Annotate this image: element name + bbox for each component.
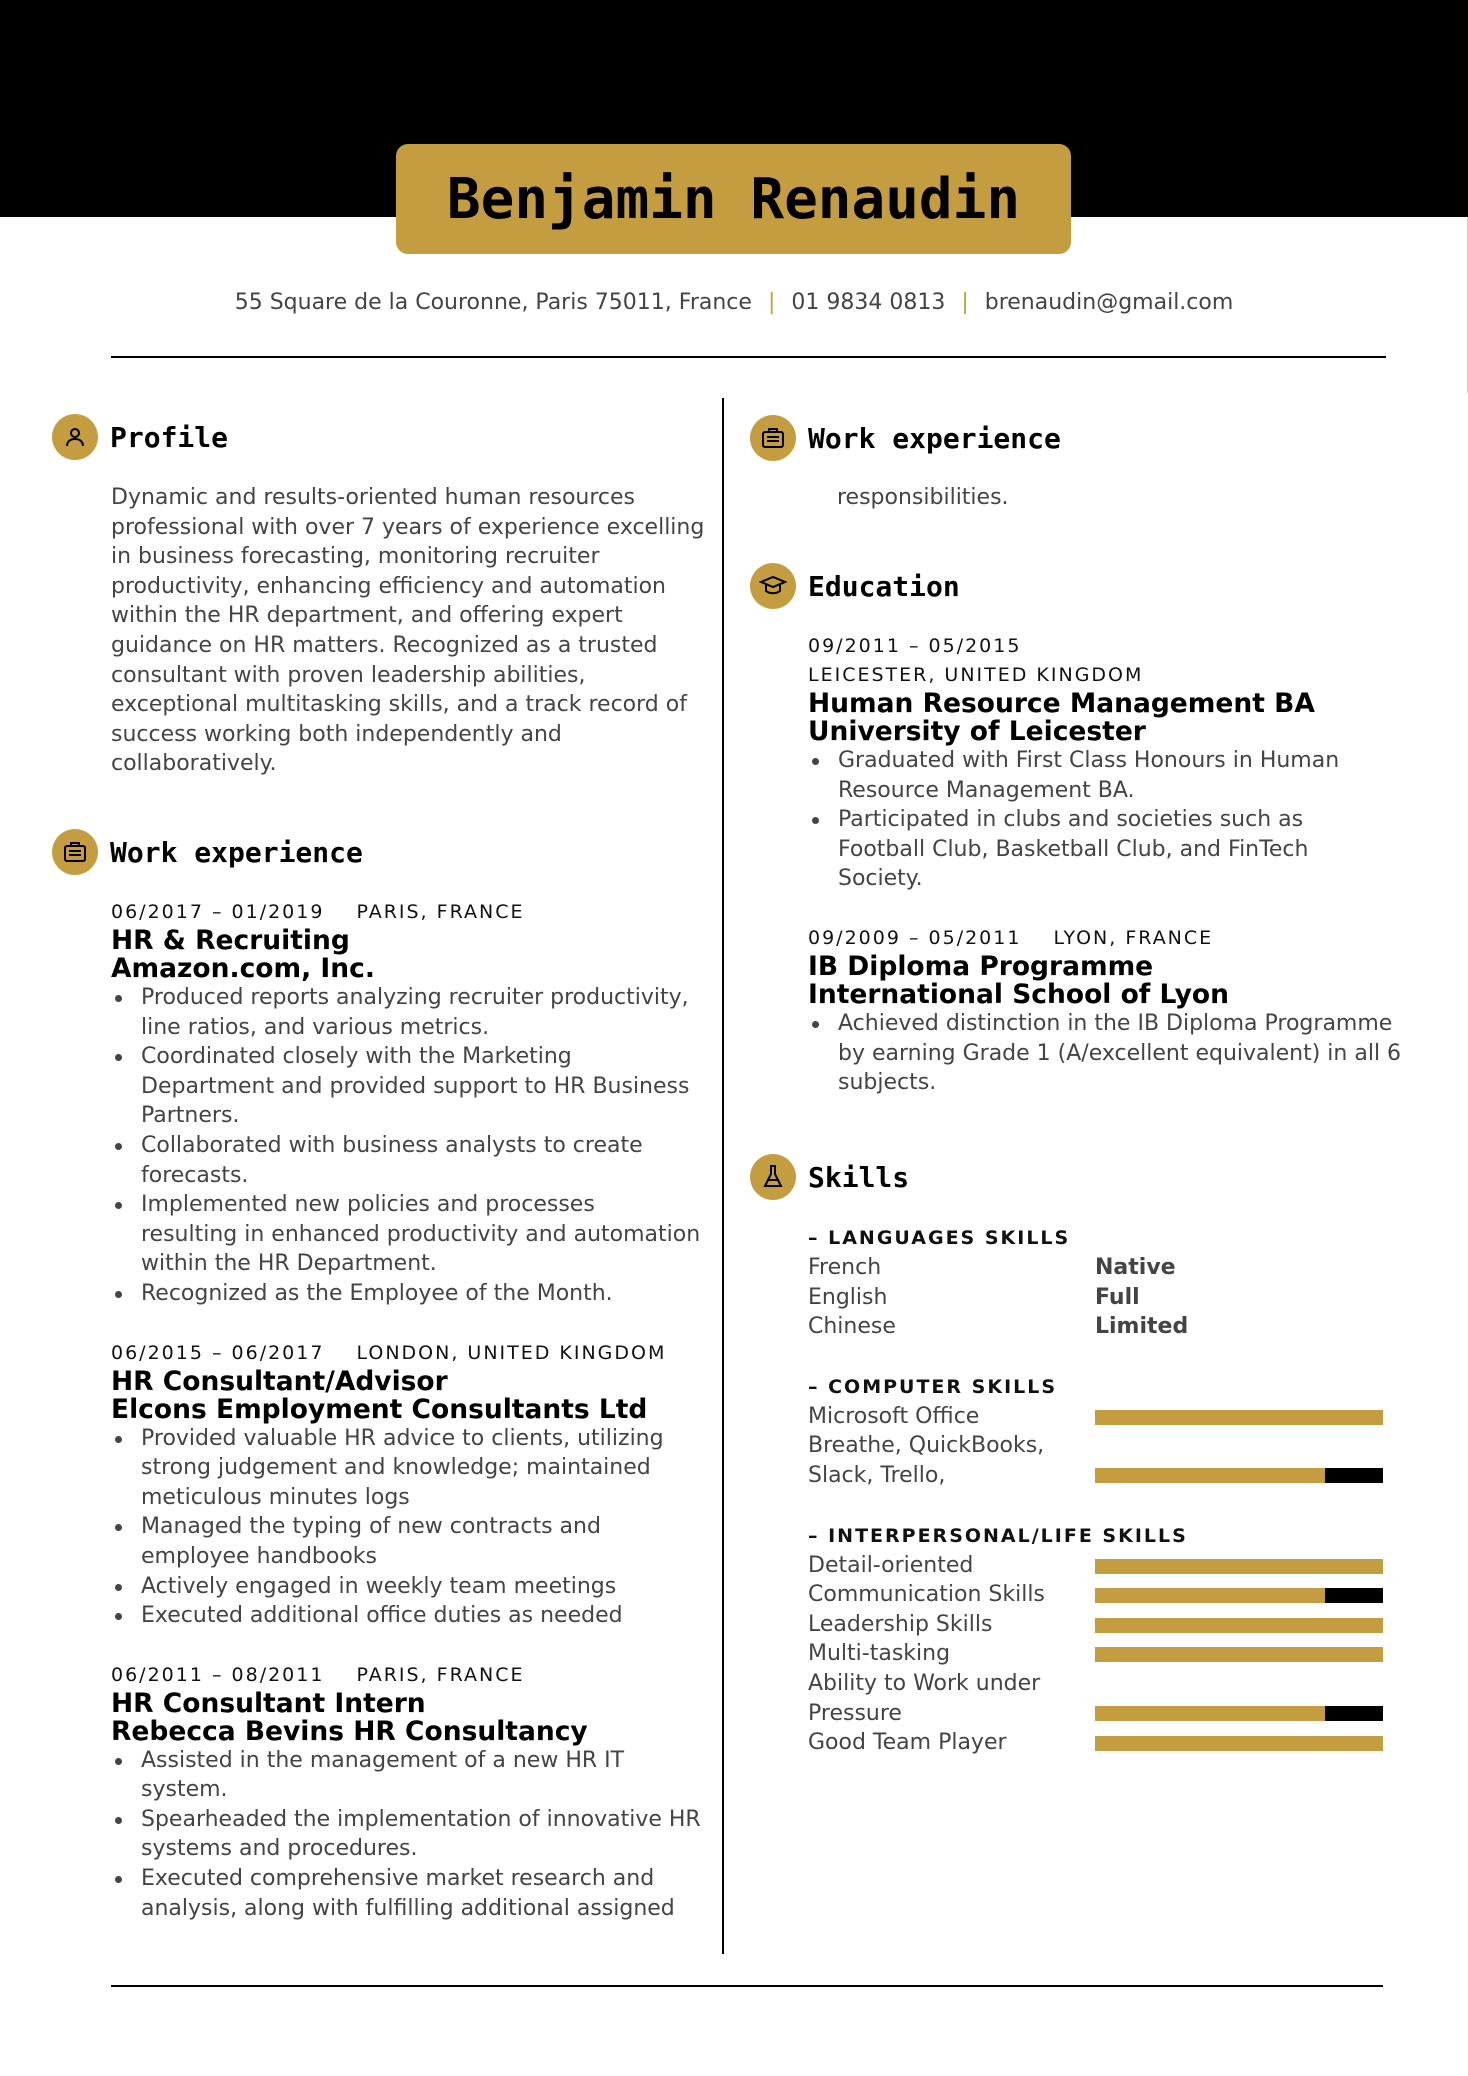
job-entry bbox=[111, 898, 711, 1309]
profile-title: Profile bbox=[110, 420, 229, 454]
work-continued-section-head bbox=[752, 415, 1061, 461]
bullet-line: Executed comprehensive market research and bbox=[141, 1866, 655, 1892]
person-icon bbox=[52, 414, 98, 460]
language-row bbox=[808, 1253, 1388, 1283]
job-role: HR & Recruiting bbox=[111, 925, 350, 956]
bullet-list bbox=[111, 1424, 711, 1631]
education-entries bbox=[808, 632, 1402, 1098]
phone: 01 9834 0813 bbox=[791, 290, 946, 315]
bullet-line: by earning Grade 1 (A/excellent equivalent) in all 6 bbox=[838, 1040, 1402, 1066]
bullet-item bbox=[111, 983, 711, 1042]
language-name: English bbox=[808, 1284, 888, 1310]
bullet-line: within the HR Department. bbox=[141, 1251, 437, 1277]
bullet-item bbox=[111, 1424, 711, 1513]
education-title: Education bbox=[808, 569, 960, 603]
skill-name: Leadership Skills bbox=[808, 1611, 993, 1637]
bullet-list bbox=[111, 1746, 711, 1924]
bullet-item bbox=[111, 1042, 711, 1131]
skill-bar-row bbox=[808, 1669, 1388, 1728]
skill-level-bar bbox=[1095, 1706, 1383, 1721]
skill-bar-row bbox=[808, 1431, 1388, 1490]
skill-level-bar bbox=[1095, 1559, 1383, 1574]
profile-line: professional with over 7 years of experience excelling bbox=[111, 514, 705, 540]
job-dates: 06/2011 – 08/2011 bbox=[111, 1663, 325, 1686]
profile-line: productivity, enhancing efficiency and automation bbox=[111, 573, 666, 599]
bullet-item bbox=[111, 1190, 711, 1279]
briefcase-icon bbox=[52, 829, 98, 875]
bullet-item bbox=[808, 805, 1388, 894]
graduation-cap-icon bbox=[750, 563, 796, 609]
skill-level-bar bbox=[1095, 1618, 1383, 1633]
job-role: HR Consultant Intern bbox=[111, 1687, 426, 1719]
skill-bar-row bbox=[808, 1610, 1388, 1640]
bullet-item bbox=[111, 1279, 711, 1309]
skill-name: Communication Skills bbox=[808, 1582, 1045, 1608]
languages-heading: – LANGUAGES SKILLS bbox=[808, 1227, 1071, 1249]
profile-line: in business forecasting, monitoring recruiter bbox=[111, 544, 600, 570]
job-dates: 06/2017 – 01/2019 bbox=[111, 901, 325, 923]
work-entries bbox=[111, 898, 711, 1923]
bullet-line: Recognized as the Employee of the Month. bbox=[141, 1280, 613, 1306]
bullet-line: Produced reports analyzing recruiter productivity, bbox=[141, 985, 689, 1010]
profile-line: collaboratively. bbox=[111, 751, 277, 777]
skill-name: Good Team Player bbox=[808, 1730, 1007, 1756]
language-name: French bbox=[808, 1255, 882, 1280]
bullet-item bbox=[808, 746, 1388, 805]
job-location: PARIS, FRANCE bbox=[356, 901, 525, 923]
profile-line: exceptional multitasking skills, and a track record of bbox=[111, 692, 687, 718]
language-level: Native bbox=[1095, 1255, 1176, 1280]
skill-level-fill bbox=[1095, 1588, 1325, 1603]
bullet-line: analysis, along with fulfilling additional assigned bbox=[141, 1895, 675, 1921]
work-section-head bbox=[54, 829, 363, 875]
bullet-line: Society. bbox=[838, 866, 923, 892]
language-level: Limited bbox=[1095, 1314, 1189, 1340]
bullet-line: Department and provided support to HR Business bbox=[141, 1073, 690, 1099]
bullet-line: Coordinated closely with the Marketing bbox=[141, 1044, 572, 1070]
briefcase-icon bbox=[750, 415, 796, 461]
bullet-item bbox=[111, 1864, 711, 1923]
contact-separator: | bbox=[961, 290, 969, 315]
job-meta bbox=[111, 1661, 711, 1690]
bullet-line: employee handbooks bbox=[141, 1543, 378, 1569]
skill-name: Ability to Work under bbox=[808, 1670, 1041, 1696]
skill-level-fill bbox=[1095, 1410, 1383, 1425]
skill-name: Slack, Trello, bbox=[808, 1462, 946, 1488]
bullet-item bbox=[111, 1512, 711, 1571]
job-company: Rebecca Bevins HR Consultancy bbox=[111, 1715, 588, 1747]
bullet-line: Graduated with First Class Honours in Human bbox=[838, 748, 1340, 773]
address: 55 Square de la Couronne, Paris 75011, France bbox=[234, 290, 752, 315]
flask-icon bbox=[750, 1154, 796, 1200]
bullet-line: Partners. bbox=[141, 1103, 240, 1129]
profile-line: success working both independently and bbox=[111, 721, 562, 747]
skill-level-fill bbox=[1095, 1706, 1325, 1721]
bullet-line: system. bbox=[141, 1777, 228, 1803]
bullet-list bbox=[808, 1009, 1402, 1098]
bullet-line: Collaborated with business analysts to create bbox=[141, 1132, 643, 1158]
bullet-line: forecasts. bbox=[141, 1162, 249, 1188]
skill-bar-row bbox=[808, 1402, 1388, 1432]
language-row bbox=[808, 1283, 1388, 1313]
bullet-line: strong judgement and knowledge; maintained bbox=[141, 1455, 651, 1481]
job-location: LONDON, UNITED KINGDOM bbox=[356, 1341, 667, 1364]
job-dates: 06/2015 – 06/2017 bbox=[111, 1341, 325, 1364]
bullet-item bbox=[111, 1572, 711, 1602]
skills-content bbox=[808, 1223, 1388, 1758]
profile-line: consultant with proven leadership abilities, bbox=[111, 662, 586, 688]
skills-section-head bbox=[752, 1154, 909, 1200]
skill-bar-row bbox=[808, 1728, 1388, 1758]
education-entry bbox=[808, 632, 1388, 894]
skill-level-fill bbox=[1095, 1618, 1383, 1633]
skill-bar-row bbox=[808, 1639, 1388, 1669]
contact-separator: | bbox=[767, 290, 776, 315]
skill-name: Detail-oriented bbox=[808, 1552, 974, 1578]
bullet-item bbox=[111, 1601, 711, 1631]
work-continued-title: Work experience bbox=[808, 421, 1061, 455]
job-meta bbox=[111, 898, 711, 927]
skill-level-fill bbox=[1095, 1736, 1383, 1751]
language-row bbox=[808, 1312, 1388, 1342]
bottom-divider bbox=[111, 1985, 1383, 1987]
education-dates: 09/2009 – 05/2011 bbox=[808, 926, 1022, 949]
bullet-item bbox=[111, 1805, 711, 1864]
skill-bar-row bbox=[808, 1580, 1388, 1610]
education-degree: IB Diploma Programme bbox=[808, 950, 1154, 982]
education-dates: 09/2011 – 05/2015 bbox=[808, 635, 1022, 657]
contact-line bbox=[0, 290, 1468, 315]
language-name: Chinese bbox=[808, 1314, 896, 1340]
column-divider bbox=[722, 398, 724, 1954]
skill-level-bar bbox=[1095, 1410, 1383, 1425]
bullet-line: meticulous minutes logs bbox=[141, 1484, 410, 1510]
bullet-line: Actively engaged in weekly team meetings bbox=[141, 1573, 617, 1599]
bullet-item bbox=[808, 1009, 1402, 1098]
bullet-list bbox=[111, 983, 711, 1309]
bullet-line: Assisted in the management of a new HR IT bbox=[141, 1747, 625, 1773]
bullet-line: Managed the typing of new contracts and bbox=[141, 1514, 601, 1540]
skill-level-bar bbox=[1095, 1588, 1383, 1603]
skill-name: Microsoft Office bbox=[808, 1403, 980, 1429]
job-company: Amazon.com, Inc. bbox=[111, 953, 375, 984]
candidate-name: Benjamin Renaudin bbox=[446, 166, 1021, 232]
bullet-line: Achieved distinction in the IB Diploma Programme bbox=[838, 1010, 1393, 1036]
skill-level-fill bbox=[1095, 1559, 1383, 1574]
computer-heading: – COMPUTER SKILLS bbox=[808, 1375, 1058, 1398]
bullet-item bbox=[111, 1131, 711, 1190]
bullet-line: systems and procedures. bbox=[141, 1836, 418, 1862]
work-title: Work experience bbox=[110, 835, 363, 869]
skill-name: Pressure bbox=[808, 1700, 902, 1726]
bullet-line: Resource Management BA. bbox=[838, 777, 1135, 803]
education-school: International School of Lyon bbox=[808, 978, 1229, 1010]
bullet-line: Participated in clubs and societies such as bbox=[838, 807, 1304, 833]
bullet-line: Football Club, Basketball Club, and FinTech bbox=[838, 836, 1309, 862]
bullet-line: Spearheaded the implementation of innovative HR bbox=[141, 1806, 701, 1832]
skill-name: Breathe, QuickBooks, bbox=[808, 1433, 1045, 1459]
profile-line: Dynamic and results-oriented human resources bbox=[111, 485, 636, 510]
profile-summary bbox=[111, 483, 711, 779]
job-location: PARIS, FRANCE bbox=[356, 1663, 525, 1686]
skills-title: Skills bbox=[808, 1160, 910, 1194]
job-entry bbox=[111, 1661, 711, 1924]
skill-level-bar bbox=[1095, 1468, 1383, 1483]
work-continued-text: responsibilities. bbox=[837, 485, 1009, 510]
bullet-line: Executed additional office duties as needed bbox=[141, 1603, 623, 1629]
interpersonal-heading: – INTERPERSONAL/LIFE SKILLS bbox=[808, 1524, 1188, 1547]
bullet-line: Implemented new policies and processes bbox=[141, 1192, 595, 1218]
profile-line: within the HR department, and offering expert bbox=[111, 603, 623, 629]
education-location: LEICESTER, UNITED KINGDOM bbox=[808, 664, 1144, 686]
top-divider bbox=[111, 356, 1386, 358]
bullet-list bbox=[808, 746, 1388, 894]
skill-name: Multi-tasking bbox=[808, 1641, 951, 1667]
bullet-line: resulting in enhanced productivity and automation bbox=[141, 1221, 701, 1247]
language-level: Full bbox=[1095, 1284, 1140, 1310]
skill-level-fill bbox=[1095, 1647, 1383, 1662]
skill-level-bar bbox=[1095, 1647, 1383, 1662]
job-company: Elcons Employment Consultants Ltd bbox=[111, 1393, 648, 1425]
profile-section-head bbox=[54, 414, 228, 460]
education-school: University of Leicester bbox=[808, 716, 1146, 747]
skill-level-fill bbox=[1095, 1468, 1325, 1483]
bullet-line: line ratios, and various metrics. bbox=[141, 1014, 490, 1040]
profile-line: guidance on HR matters. Recognized as a trusted bbox=[111, 632, 658, 658]
email: brenaudin@gmail.com bbox=[984, 290, 1234, 315]
education-entry bbox=[808, 924, 1402, 1098]
skill-bar-row bbox=[808, 1551, 1388, 1581]
job-meta bbox=[111, 1339, 711, 1368]
name-banner bbox=[396, 144, 1071, 254]
education-section-head bbox=[752, 563, 960, 609]
bullet-line: subjects. bbox=[838, 1070, 937, 1096]
job-entry bbox=[111, 1339, 711, 1631]
education-meta bbox=[808, 924, 1388, 953]
education-degree: Human Resource Management BA bbox=[808, 688, 1315, 719]
bullet-line: Provided valuable HR advice to clients, utilizing bbox=[141, 1425, 664, 1451]
bullet-item bbox=[111, 1746, 711, 1805]
skill-level-bar bbox=[1095, 1736, 1383, 1751]
education-location: LYON, FRANCE bbox=[1053, 926, 1214, 949]
job-role: HR Consultant/Advisor bbox=[111, 1365, 448, 1397]
